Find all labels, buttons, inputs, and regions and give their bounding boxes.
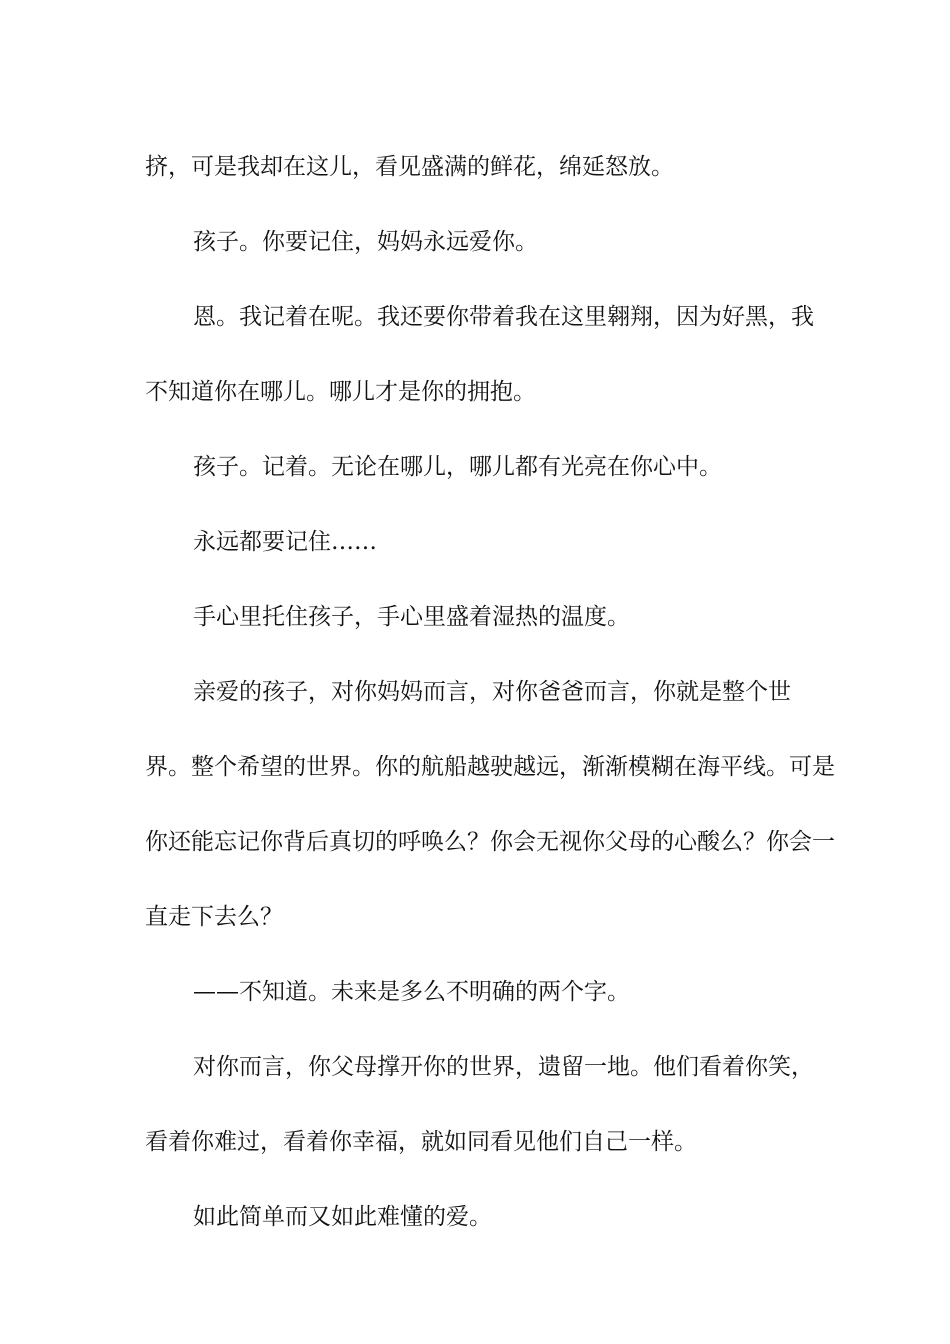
paragraph-4: 孩子。记着。无论在哪儿，哪儿都有光亮在你心中。 <box>193 454 722 480</box>
paragraph-5: 永远都要记住…… <box>193 529 377 555</box>
paragraph-2: 孩子。你要记住，妈妈永远爱你。 <box>193 229 538 255</box>
paragraph-10: 如此简单而又如此难懂的爱。 <box>193 1204 492 1230</box>
paragraph-7: 亲爱的孩子，对你妈妈而言，对你爸爸而言，你就是整个世界。整个希望的世界。你的航船越驶越远，渐渐模糊在海平线。可是你还能忘记你背后真切的呼唤么？你会无视你父母的心酸么？你会一直走下去么？ <box>145 679 835 930</box>
paragraph-6: 手心里托住孩子，手心里盛着湿热的温度。 <box>193 604 630 630</box>
paragraph-1: 挤，可是我却在这儿，看见盛满的鲜花，绵延怒放。 <box>145 154 674 180</box>
document-body <box>145 130 835 1255</box>
paragraph-9: 对你而言，你父母撑开你的世界，遗留一地。他们看着你笑，看着你难过，看着你幸福，就如同看见他们自己一样。 <box>145 1054 814 1155</box>
paragraph-3: 恩。我记着在呢。我还要你带着我在这里翱翔，因为好黑，我不知道你在哪儿。哪儿才是你的拥抱。 <box>145 304 814 405</box>
paragraph-8: ——不知道。未来是多么不明确的两个字。 <box>193 979 630 1005</box>
